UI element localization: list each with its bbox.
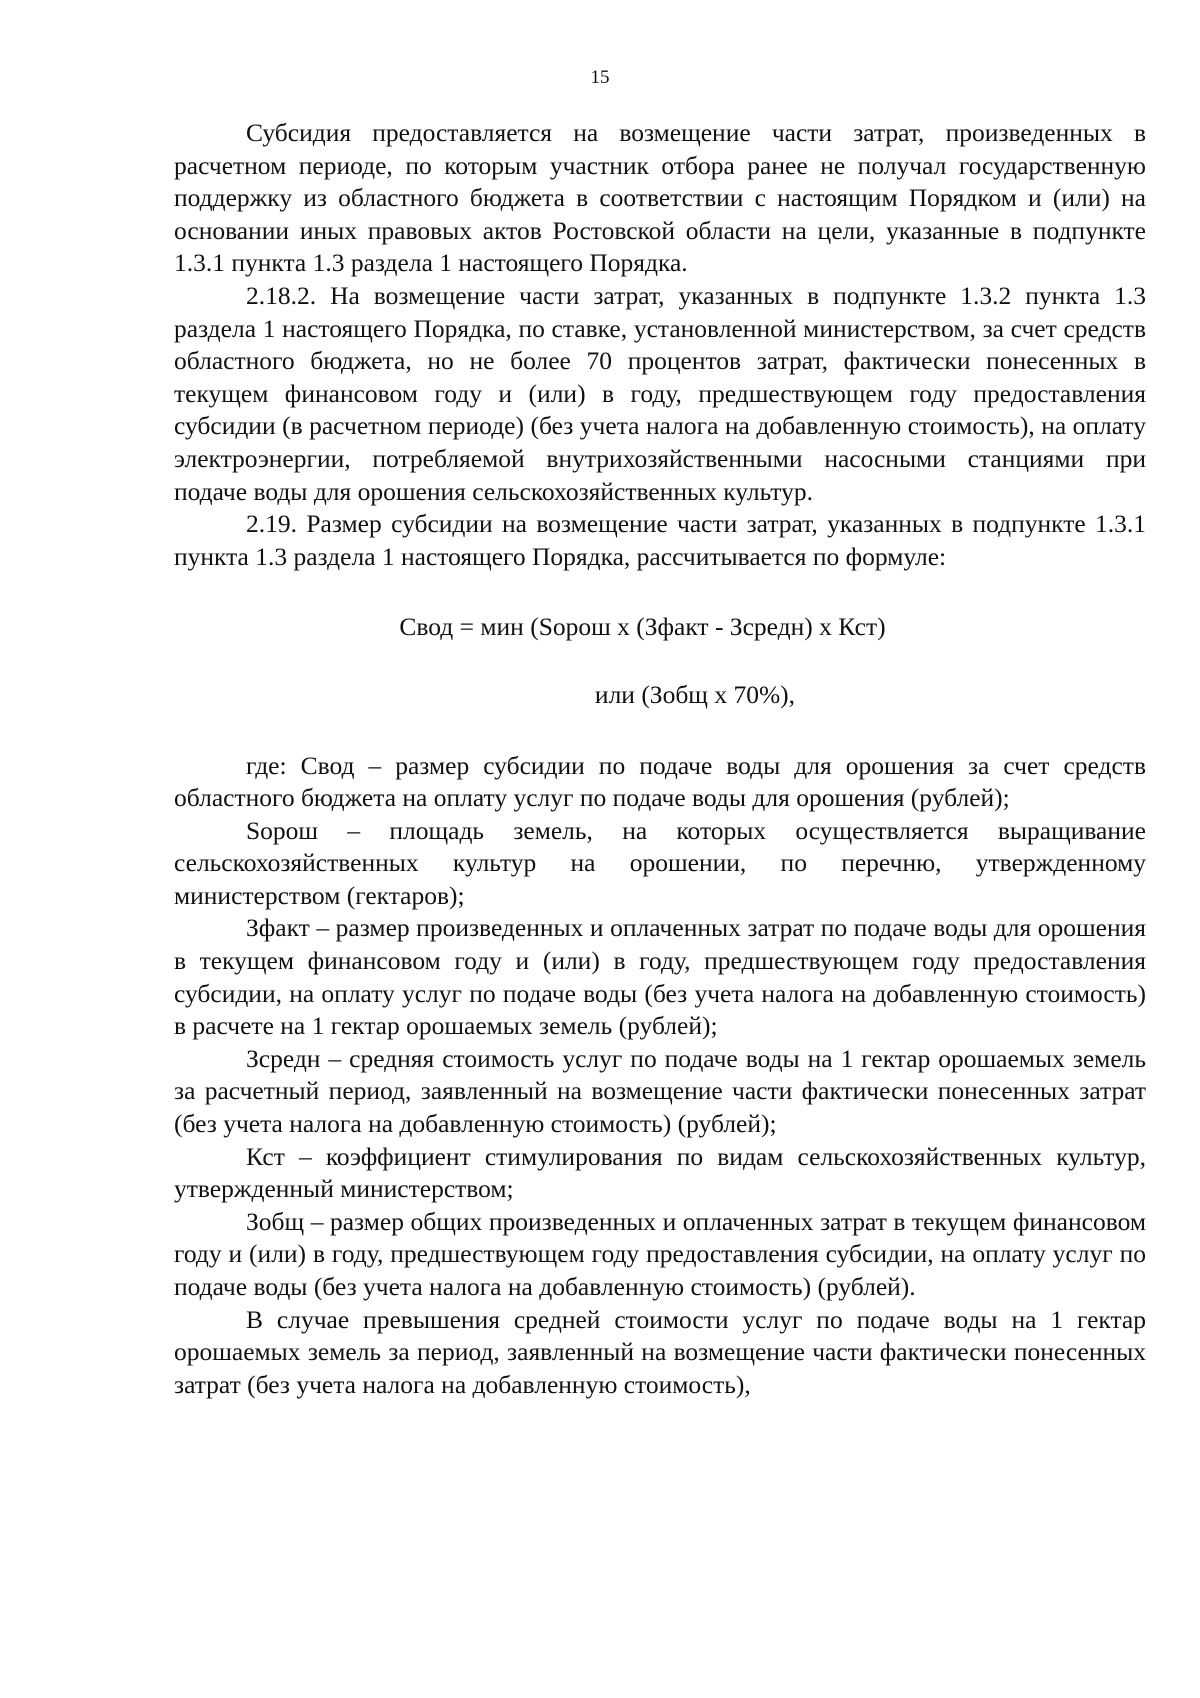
definition-kst: Кст – коэффициент стимулирования по видам сельскохозяйственных культур, утвержденный министерством;	[174, 1141, 1146, 1204]
definition-zfakt: Зфакт – размер произведенных и оплаченных затрат по подаче воды для орошения в текущем финансовом году и (или) в году, предшествующем году предоставления субсидии, на оплату услуг по подаче воды (без учета налога на добавленную стоимость) в расчете на 1 гектар орошаемых земель (рублей);	[174, 913, 1146, 1041]
definition-sorosh: Sорош – площадь земель, на которых осуществляется выращивание сельскохозяйственных культур на орошении, по перечню, утвержденному министерством (гектаров);	[174, 815, 1146, 910]
definition-svod: где: Свод – размер субсидии по подаче воды для орошения за счет средств областного бюджета на оплату услуг по подаче воды для орошения (рублей);	[174, 750, 1146, 813]
page-number: 15	[590, 67, 610, 88]
definition-zsredn: Зсредн – средняя стоимость услуг по подаче воды на 1 гектар орошаемых земель за расчетный период, заявленный на возмещение части фактически понесенных затрат (без учета налога на добавленную стоимость) (рублей);	[174, 1043, 1146, 1139]
paragraph-2-19: 2.19. Размер субсидии на возмещение части затрат, указанных в подпункте 1.3.1 пункта 1.3 раздела 1 настоящего Порядка, рассчитывается по формуле:	[174, 509, 1146, 571]
definition-zobsch: Зобщ – размер общих произведенных и оплаченных затрат в текущем финансовом году и (или) в году, предшествующем году предоставления субсидии, на оплату услуг по подаче воды (без учета налога на добавленную стоимость) (рублей).	[174, 1206, 1146, 1301]
formula-line-1: Свод = мин (Sорош x (Зфакт - Зсредн) x Кст)	[399, 612, 886, 642]
paragraph-subsidy-purpose: Субсидия предоставляется на возмещение части затрат, произведенных в расчетном периоде, по которым участник отбора ранее не получал государственную поддержку из областного бюджета в соответствии с настоящим Порядком и (или) на основании иных правовых актов Ростовской области на цели, указанные в подпункте 1.3.1 пункта 1.3 раздела 1 настоящего Порядка.	[174, 118, 1146, 278]
paragraph-excess-cost: В случае превышения средней стоимости услуг по подаче воды на 1 гектар орошаемых земель за период, заявленный на возмещение части фактически понесенных затрат (без учета налога на добавленную стоимость),	[174, 1304, 1146, 1399]
formula-line-2: или (Зобщ x 70%),	[594, 679, 796, 709]
document-body	[174, 117, 1146, 1401]
paragraph-2-18-2: 2.18.2. На возмещение части затрат, указанных в подпункте 1.3.2 пункта 1.3 раздела 1 настоящего Порядка, по ставке, установленной министерством, за счет средств областного бюджета, но не более 70 процентов затрат, фактически понесенных в текущем финансовом году и (или) в году, предшествующем году предоставления субсидии (в расчетном периоде) (без учета налога на добавленную стоимость), на оплату электроэнергии, потребляемой внутрихозяйственными насосными станциями при подаче воды для орошения сельскохозяйственных культур.	[174, 280, 1146, 506]
